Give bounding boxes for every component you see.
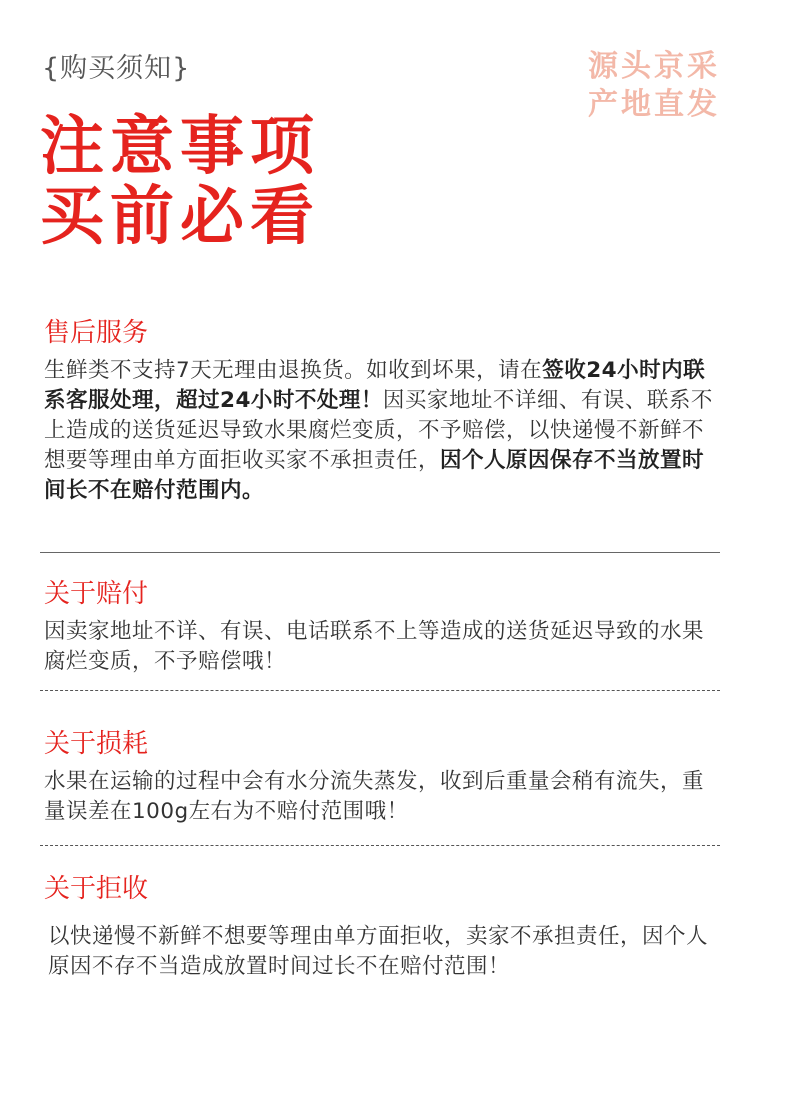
section-compensation [44, 577, 720, 677]
divider-solid [40, 552, 720, 553]
section-title: 关于损耗 [44, 729, 149, 759]
section-title: 售后服务 [44, 318, 149, 348]
divider-dashed [40, 845, 720, 846]
body-text: 生鲜类不支持7天无理由退换货。如收到坏果，请在 [44, 358, 543, 383]
body-emphasis: 签收24小时内联系客服处理，超过24小时不处理！ [44, 358, 706, 413]
origin-line-2: 产地直发 [588, 87, 720, 122]
headline-line-1: 注意事项 [40, 110, 320, 184]
page-headline [40, 112, 320, 252]
section-title: 关于赔付 [44, 579, 149, 609]
body-emphasis: 因个人原因保存不当放置时间长不在赔付范围内。 [44, 448, 705, 503]
section-body: 因卖家地址不详、有误、电话联系不上等造成的送货延迟导致的水果腐烂变质，不予赔偿哦！ [44, 619, 705, 674]
notice-tag: {购买须知} [42, 53, 191, 84]
origin-line-1: 源头京采 [588, 49, 720, 84]
section-body: 水果在运输的过程中会有水分流失蒸发，收到后重量会稍有流失，重量误差在100g左右为不赔付范围哦！ [44, 769, 705, 824]
section-rejection [44, 872, 720, 982]
headline-line-2: 买前必看 [40, 180, 320, 254]
body-text: 因买家地址不详细、有误、联系不上造成的送货延迟导致水果腐烂变质，不予赔偿，以快递慢不新鲜不想要等理由单方面拒收买家不承担责任， [44, 388, 713, 473]
section-body: 以快递慢不新鲜不想要等理由单方面拒收，卖家不承担责任，因个人原因不存不当造成放置时间过长不在赔付范围！ [48, 924, 709, 979]
origin-slogan [588, 48, 720, 124]
section-after-sales [44, 316, 720, 506]
section-body [44, 356, 720, 506]
section-loss [44, 727, 720, 827]
divider-dashed [40, 690, 720, 691]
section-title: 关于拒收 [44, 874, 149, 904]
